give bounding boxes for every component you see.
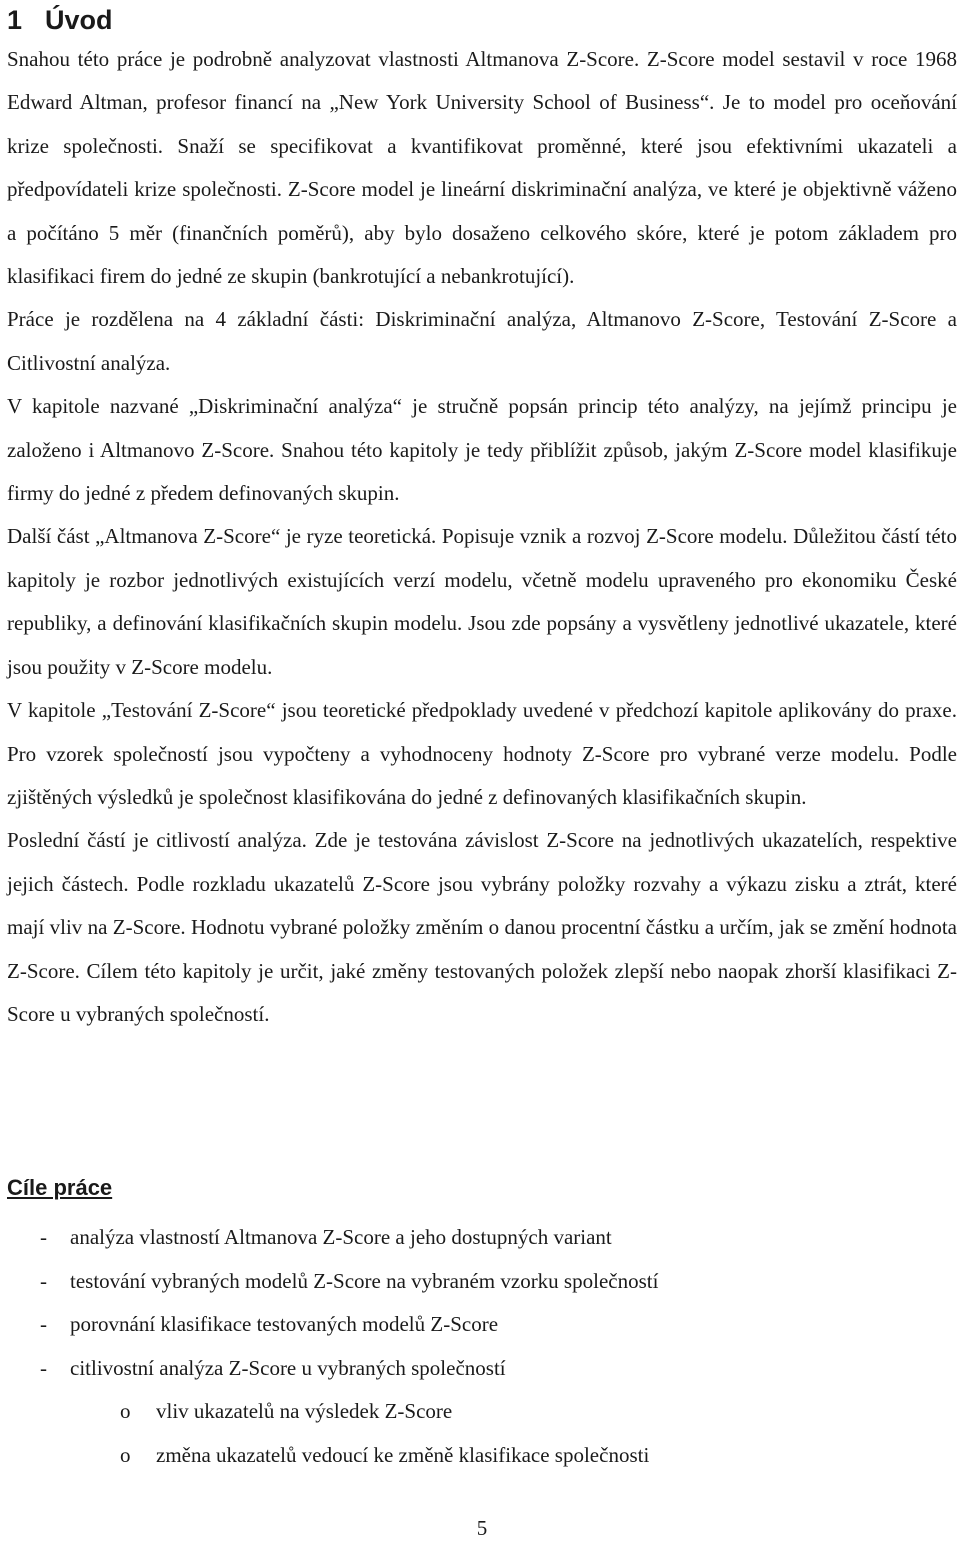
paragraph-discriminant: V kapitole nazvané „Diskriminační analýza“ je stručně popsán princip této analýzy, na jejímž principu je založeno i Altmanovo Z-Score. Snahou této kapitoly je tedy přiblížit způsob, jakým Z-Score model klasifikuje firmy do jedné z předem definovaných skupin.	[7, 394, 957, 506]
sub-list-bullet: o	[120, 1399, 131, 1423]
list-item	[7, 1216, 957, 1260]
list-bullet: -	[40, 1225, 47, 1249]
list-bullet: -	[40, 1355, 47, 1380]
paragraph-sensitivity: Poslední částí je citlivostí analýza. Zde je testována závislost Z-Score na jednotlivých ukazatelích, respektive jejich částech. Podle rozkladu ukazatelů Z-Score jsou vybrány položky rozvahy a výkazu zisku a ztrát, které mají vliv na Z-Score. Hodnotu vybrané položky změním o danou procentní částku a určím, jak se změní hodnota Z-Score. Cílem této kapitoly je určit, jaké změny testovaných položek zlepší nebo naopak zhorší klasifikaci Z-Score u vybraných společností.	[7, 828, 957, 1026]
sub-list-item	[7, 1434, 957, 1478]
list-item	[7, 1303, 957, 1347]
sub-list-item-text: změna ukazatelů vedoucí ke změně klasifikace společnosti	[156, 1442, 650, 1467]
paragraph-altman: Další část „Altmanova Z-Score“ je ryze teoretická. Popisuje vznik a rozvoj Z-Score modelu. Důležitou částí této kapitoly je rozbor jednotlivých existujících verzí modelu, včetně modelu upraveného pro ekonomiku České republiky, a definování klasifikačních skupin modelu. Jsou zde popsány a vysvětleny jednotlivé ukazatele, které jsou použity v Z-Score modelu.	[7, 524, 957, 679]
goals-heading: Cíle práce	[7, 1175, 113, 1200]
sub-list-item	[7, 1390, 957, 1434]
list-item	[7, 1260, 957, 1304]
list-item-text: testování vybraných modelů Z-Score na vybraném vzorku společností	[70, 1268, 659, 1293]
list-item-text: citlivostní analýza Z-Score u vybraných společností	[70, 1355, 506, 1380]
paragraph-purpose: Snahou této práce je podrobně analyzovat vlastnosti Altmanova Z-Score. Z-Score model sestavil v roce 1968 Edward Altman, profesor financí na „New York University School of Business“. Je to model pro oceňování krize společnosti. Snaží se specifikovat a kvantifikovat proměnné, které jsou efektivními ukazateli a předpovídateli krize společnosti. Z-Score model je lineární diskriminační analýza, ve které je objektivně váženo a počítáno 5 měr (finančních poměrů), aby bylo dosaženo celkového skóre, které je potom základem pro klasifikaci firem do jedné ze skupin (bankrotující a nebankrotující).	[7, 47, 957, 289]
goals-list	[7, 1216, 957, 1477]
section-title: Úvod	[45, 5, 113, 35]
list-bullet: -	[40, 1312, 47, 1336]
list-item-text: porovnání klasifikace testovaných modelů Z-Score	[70, 1312, 499, 1336]
page-number: 5	[476, 1516, 488, 1540]
list-item-text: analýza vlastností Altmanova Z-Score a jeho dostupných variant	[70, 1225, 612, 1249]
paragraph-structure: Práce je rozdělena na 4 základní části: Diskriminační analýza, Altmanovo Z-Score, Testování Z-Score a Citlivostní analýza.	[7, 307, 957, 375]
list-bullet: -	[40, 1268, 47, 1293]
sub-list-item-text: vliv ukazatelů na výsledek Z-Score	[156, 1399, 453, 1423]
list-item	[7, 1347, 957, 1391]
section-number: 1	[7, 5, 23, 35]
paragraph-testing: V kapitole „Testování Z-Score“ jsou teoretické předpoklady uvedené v předchozí kapitole aplikovány do praxe. Pro vzorek společností jsou vypočteny a vyhodnoceny hodnoty Z-Score pro vybrané verze modelu. Podle zjištěných výsledků je společnost klasifikována do jedné z definovaných klasifikačních skupin.	[7, 698, 957, 809]
intro-body	[7, 38, 957, 1036]
section-heading	[7, 2, 113, 38]
sub-list-bullet: o	[120, 1442, 131, 1467]
